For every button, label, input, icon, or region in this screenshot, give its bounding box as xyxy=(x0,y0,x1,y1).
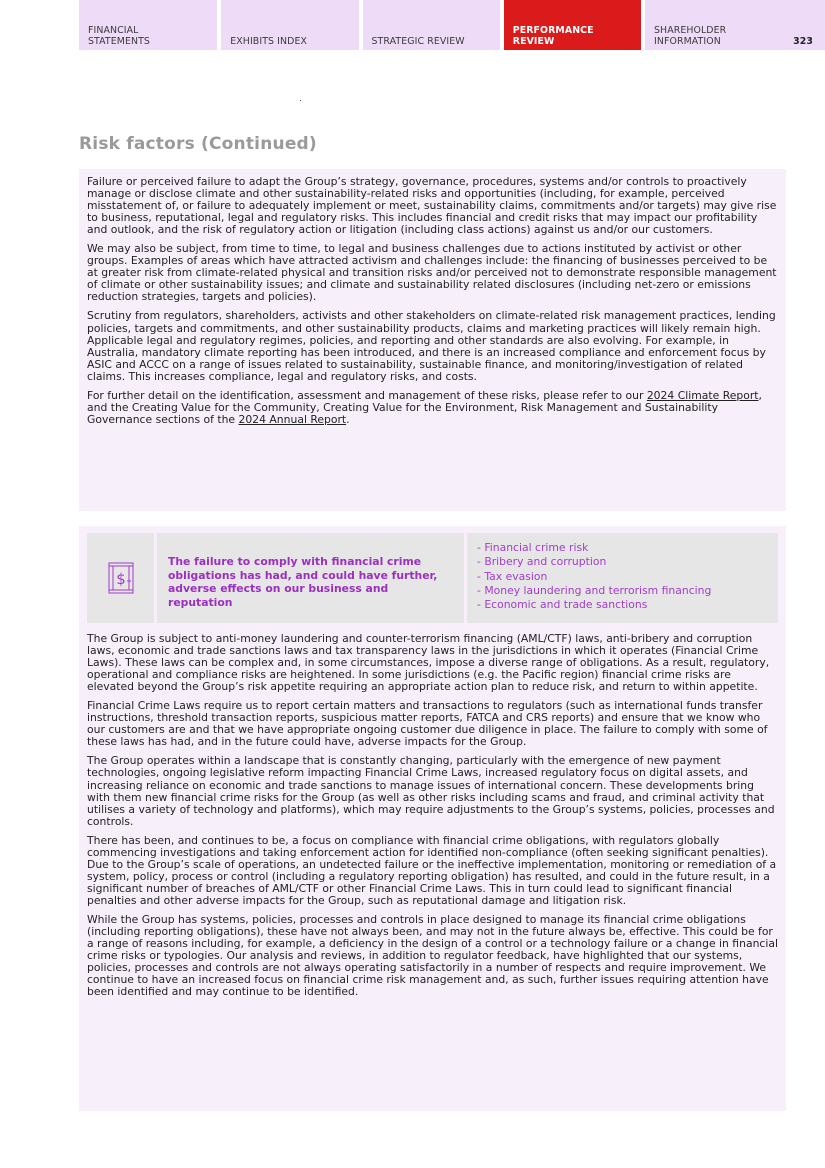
tab-label: EXHIBITS INDEX xyxy=(230,35,308,47)
risk-category: - Tax evasion xyxy=(477,569,548,583)
crime-paragraph-5: While the Group has systems, policies, processes and controls in place designed to manage its financial crime obligations (including reporting obligations), these have not always been, and may not in the future always be, effective. This could be for a range of reasons including, for example, a deficiency in the design of a control or a technology failure or a change in financial crime risks or typologies. Our analysis and reviews, in addition to regulator feedback, have highlighted that our systems, policies, processes and controls are not always operating satisfactorily in a number of respects and require improvement. We continue to have an increased focus on financial crime risk management and, as such, further issues requiring attention have been identified and may continue to be identified. xyxy=(87,912,778,999)
risk-header xyxy=(87,533,778,623)
tab-label: STRATEGIC REVIEW xyxy=(371,35,465,47)
financial-crime-panel xyxy=(79,526,786,1111)
tab-strategic-review[interactable] xyxy=(363,0,500,50)
text-run: , and the Creating Value for the Community, Creating Value for the Environment, Risk Management and Sustainability Governance sections of the xyxy=(87,388,762,426)
risk-category: - Money laundering and terrorism financing xyxy=(477,583,712,597)
crime-paragraph-4: There has been, and continues to be, a focus on compliance with financial crime obligations, with regulators globally commencing investigations and taking enforcement action for identified non-compliance (often seeking significant penalties). Due to the Group’s scale of operations, an undetected failure or the ineffective implementation, monitoring or remediation of a system, policy, process or control (including a regulatory reporting obligation) has resulted, and could in the future result, in a significant number of breaches of AML/CTF or other Financial Crime Laws. This in turn could lead to significant financial penalties and other adverse impacts for the Group, such as reputational damage and litigation risk. xyxy=(87,833,777,907)
risk-category: - Economic and trade sanctions xyxy=(477,598,648,612)
svg-text:$: $ xyxy=(115,570,126,588)
risk-title: The failure to comply with financial crime obligations has had, and could have further, adverse effects on our business and reputation xyxy=(157,533,464,623)
climate-paragraph-1: Failure or perceived failure to adapt the Group’s strategy, governance, procedures, systems and/or controls to proactively manage or disclose climate and other sustainability-related risks and opportunities (including, for example, perceived misstatement of, or failure to adequately implement or meet, sustainability claims, commitments and/or targets) may give rise to business, reputational, legal and regulatory risks. This includes financial and credit risks that may impact our profitability and outlook, and the risk of regulatory action or litigation (including class actions) against us and/or our customers. xyxy=(87,175,777,237)
annual-report-link[interactable]: 2024 Annual Report xyxy=(238,412,347,426)
tab-label: PERFORMANCE REVIEW xyxy=(512,25,594,47)
crime-paragraph-3: The Group operates within a landscape that is constantly changing, particularly with the emergence of new payment technologies, ongoing legislative reform impacting Financial Crime Laws, increased regulatory focus on digital assets, and increasing reliance on economic and trade sanctions to manage issues of international concern. These developments bring with them new financial crime risks for the Group (as well as other risks including scams and fraud, and criminal activity that utilises a variety of technology and platforms), which may require adjustments to the Group’s systems, policies, processes and controls. xyxy=(87,754,775,828)
tab-shareholder-information[interactable] xyxy=(645,0,825,50)
page-title: Risk factors (Continued) xyxy=(79,134,317,154)
tab-label: FINANCIAL STATEMENTS xyxy=(88,25,150,47)
climate-paragraph-4 xyxy=(87,390,778,426)
climate-risk-panel xyxy=(79,169,786,511)
climate-paragraph-2: We may also be subject, from time to time, to legal and business challenges due to actions instituted by activist or other groups. Examples of areas which have attracted activism and challenges include: the financing of businesses perceived to be at greater risk from climate-related physical and transition risks and/or perceived not to demonstrate responsible management of climate or other sustainability issues; and climate and sustainability related disclosures (including net-zero or emissions reduction strategies, targets and policies). xyxy=(87,242,777,304)
risk-category-list xyxy=(467,533,778,623)
risk-category: - Bribery and corruption xyxy=(477,555,607,569)
risk-category: - Financial crime risk xyxy=(477,541,589,554)
section-navigation xyxy=(79,0,825,50)
tab-financial-statements[interactable] xyxy=(79,0,217,50)
crime-paragraph-2: Financial Crime Laws require us to report certain matters and transactions to regulators (such as international funds transfer instructions, threshold transaction reports, suspicious matter reports, FATCA and CRS reports) and ensure that we know who our customers are and that we have appropriate ongoing customer due diligence in place. The failure to comply with some of these laws has had, and in the future could have, adverse impacts for the Group. xyxy=(87,699,768,749)
climate-report-link[interactable]: 2024 Climate Report xyxy=(646,388,759,402)
text-run: . xyxy=(346,412,350,426)
stray-mark xyxy=(300,100,301,101)
tab-label: SHAREHOLDER INFORMATION xyxy=(654,25,727,47)
tab-performance-review[interactable] xyxy=(504,0,641,50)
financial-crime-icon xyxy=(87,533,154,623)
text-run: For further detail on the identification, assessment and management of these risks, please refer to our xyxy=(87,388,647,402)
climate-paragraph-3: Scrutiny from regulators, shareholders, activists and other stakeholders on climate-related risk management practices, lending policies, targets and commitments, and other sustainability products, claims and marketing practices will likely remain high. Applicable legal and regulatory regimes, policies, and reporting and other standards are also evolving. For example, in Australia, mandatory climate reporting has been introduced, and there is an increased compliance and enforcement focus by ASIC and ACCC on a range of issues related to sustainability, sustainable finance, and monitoring/investigation of related claims. This increases compliance, legal and regulatory risks, and costs. xyxy=(87,309,776,383)
page-number: 323 xyxy=(793,35,813,47)
crime-paragraph-1: The Group is subject to anti-money laundering and counter-terrorism financing (AML/CTF) laws, anti-bribery and corruption laws, economic and trade sanctions laws and tax transparency laws in the jurisdictions in which it operates (Financial Crime Laws). These laws can be complex and, in some circumstances, impose a diverse range of obligations. As a result, regulatory, operational and compliance risks are heightened. In some jurisdictions (e.g. the Pacific region) financial crime risks are elevated beyond the Group’s risk appetite requiring an appropriate action plan to reduce risk, and return to within appetite. xyxy=(87,632,770,694)
tab-exhibits-index[interactable] xyxy=(221,0,358,50)
